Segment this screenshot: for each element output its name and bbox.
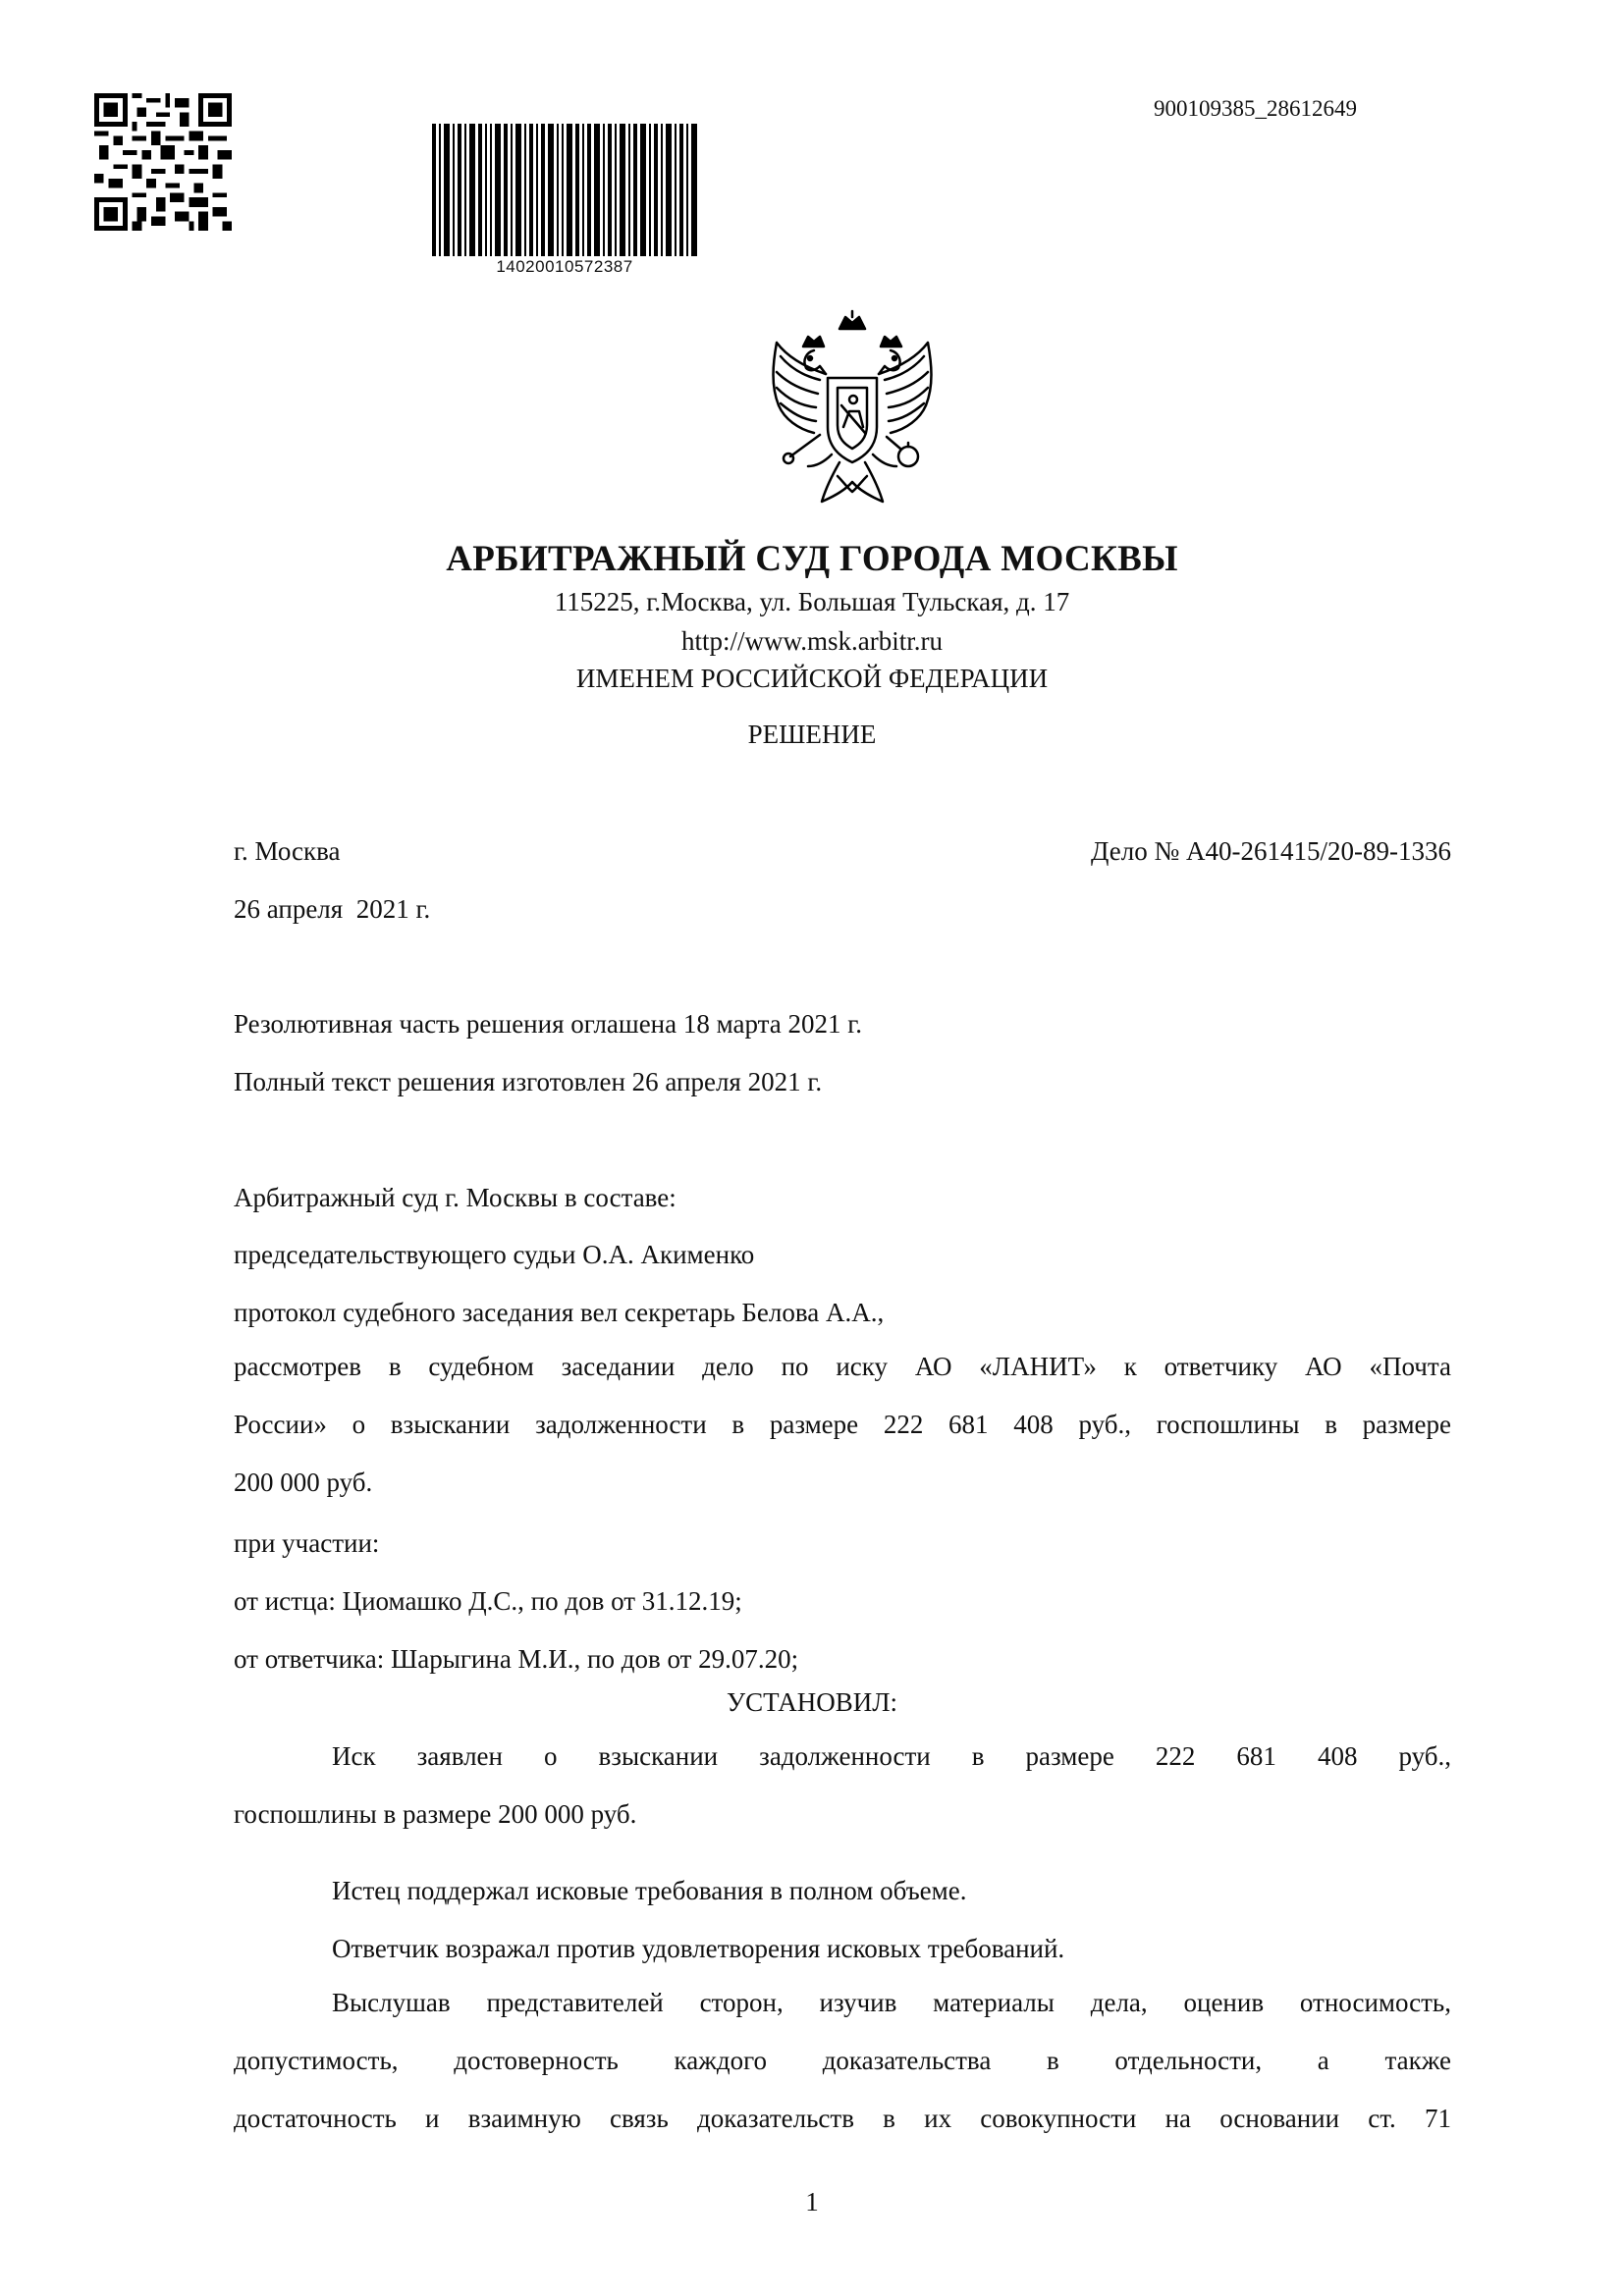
barcode-number: 14020010572387 — [496, 257, 633, 276]
case-number: Дело № А40-261415/20-89-1336 — [1091, 836, 1451, 866]
court-secretary: протокол судебного заседания вел секретарь Белова А.А., — [234, 1298, 885, 1327]
paragraph-claim — [234, 1728, 1451, 1843]
case-description-line: рассмотрев в судебном заседании дело по иску АО «ЛАНИТ» к ответчику АО «Почта — [234, 1352, 1451, 1381]
paragraph-plaintiff-position: Истец поддержал исковые требования в полном объеме. — [332, 1876, 967, 1905]
court-composition: Арбитражный суд г. Москвы в составе: — [234, 1183, 677, 1212]
paragraph-defendant-position: Ответчик возражал против удовлетворения исковых требований. — [332, 1934, 1065, 1963]
case-description-line: 200 000 руб. — [234, 1468, 373, 1497]
court-url[interactable]: http://www.msk.arbitr.ru — [681, 626, 943, 656]
full-text-date: Полный текст решения изготовлен 26 апреля 2021 г. — [234, 1067, 823, 1096]
paragraph-line: Иск заявлен о взыскании задолженности в размере 222 681 408 руб., — [332, 1741, 1451, 1771]
paragraph-line: достаточность и взаимную связь доказательств в их совокупности на основании ст. 71 — [234, 2104, 1451, 2133]
participation-label: при участии: — [234, 1528, 380, 1558]
paragraph-line: Выслушав представителей сторон, изучив материалы дела, оценив относимость, — [332, 1988, 1451, 2017]
presiding-judge: председательствующего судьи О.А. Акименко — [234, 1240, 755, 1269]
case-description — [234, 1338, 1451, 1512]
resolution-announcement: Резолютивная часть решения оглашена 18 марта 2021 г. — [234, 1009, 863, 1039]
page-number: 1 — [805, 2187, 819, 2216]
court-address: 115225, г.Москва, ул. Большая Тульская, д. 17 — [554, 587, 1070, 616]
document-type: РЕШЕНИЕ — [747, 720, 877, 749]
court-name: АРБИТРАЖНЫЙ СУД ГОРОДА МОСКВЫ — [446, 539, 1178, 579]
city: г. Москва — [234, 836, 341, 866]
barcode-icon — [432, 124, 697, 256]
coat-of-arms-icon — [749, 309, 955, 535]
defendant-representative: от ответчика: Шарыгина М.И., по дов от 29.07.20; — [234, 1644, 799, 1674]
paragraph-line: допустимость, достоверность каждого доказательства в отдельности, а также — [234, 2046, 1451, 2075]
paragraph-evaluation — [234, 1974, 1451, 2148]
case-description-line: России» о взыскании задолженности в размере 222 681 408 руб., госпошлины в размере — [234, 1410, 1451, 1439]
qr-code-icon — [94, 93, 232, 231]
established-heading: УСТАНОВИЛ: — [726, 1687, 898, 1717]
plaintiff-representative: от истца: Циомашко Д.С., по дов от 31.12.19; — [234, 1586, 742, 1616]
court-authority: ИМЕНЕМ РОССИЙСКОЙ ФЕДЕРАЦИИ — [575, 664, 1049, 693]
document-id: 900109385_28612649 — [1154, 96, 1357, 121]
decision-date: 26 апреля 2021 г. — [234, 894, 431, 924]
paragraph-line: госпошлины в размере 200 000 руб. — [234, 1799, 637, 1829]
